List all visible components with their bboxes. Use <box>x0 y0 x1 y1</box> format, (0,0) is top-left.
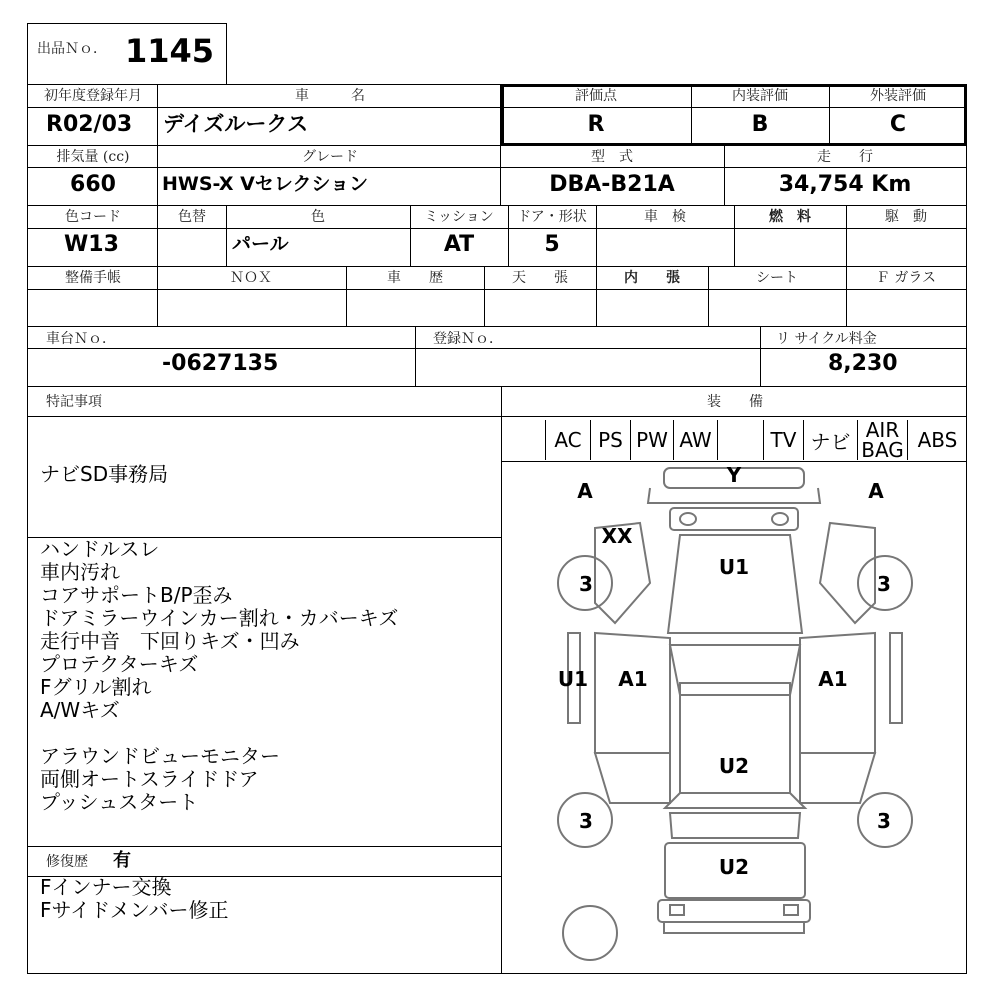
lot-number: 1145 <box>125 32 215 70</box>
color-code-value: W13 <box>64 232 119 257</box>
reg-label: 初年度登録年月 <box>44 88 142 104</box>
fglass-label: Ｆ ガラス <box>875 270 937 286</box>
equip-airbag-line1: AIR <box>865 418 900 442</box>
chassis-label: 車台Ｎｏ． <box>46 331 116 347</box>
equip-ac: AC <box>545 420 590 460</box>
trim-label: グレード <box>302 149 358 165</box>
fuel-label: 燃 料 <box>769 209 811 225</box>
repair-list <box>40 876 229 922</box>
remarks-list <box>40 538 398 814</box>
drive-label: 駆 動 <box>885 209 927 225</box>
equip-airbag <box>857 420 907 460</box>
remarks-line: プロテクターキズ <box>40 652 199 676</box>
equip-ps: PS <box>590 420 630 460</box>
displacement-label: 排気量 (cc) <box>56 149 130 165</box>
mileage-value: 34,754 Km <box>778 172 912 197</box>
color-change-label: 色替 <box>178 209 206 225</box>
recycle-label: リ サイクル料金 <box>776 331 877 347</box>
equip-aw: AW <box>673 420 717 460</box>
reg-value: R02/03 <box>46 112 133 137</box>
rule <box>500 145 501 205</box>
rule <box>484 266 485 326</box>
remarks-line <box>40 722 398 745</box>
equip-pw: PW <box>630 420 673 460</box>
rule <box>596 266 597 326</box>
rule <box>27 416 967 417</box>
repair-line: Fインナー交換 <box>40 875 172 899</box>
model-label: 型 式 <box>591 149 633 165</box>
remarks-line: アラウンドビューモニター <box>40 744 280 768</box>
rule <box>27 326 967 327</box>
remarks-line: 両側オートスライドドア <box>40 767 259 791</box>
damage-rear: U2 <box>718 855 750 879</box>
equip-blank <box>717 420 763 460</box>
remarks-line: ハンドルスレ <box>40 537 160 561</box>
repair-value: 有 <box>113 850 131 871</box>
equip-navi: ナビ <box>803 420 857 460</box>
car-diagram <box>540 463 930 968</box>
color-code-label: 色コード <box>65 209 121 225</box>
remarks-line: プッシュスタート <box>40 790 199 814</box>
history-label: 車 歴 <box>387 270 443 286</box>
damage-tire-fl: 3 <box>579 572 593 596</box>
rule <box>157 266 158 326</box>
color-value: パール <box>232 233 289 255</box>
rule <box>501 386 502 974</box>
name-label: 車 名 <box>295 88 365 104</box>
repair-label: 修復歴 <box>46 854 88 870</box>
name-value: デイズルークス <box>163 112 309 136</box>
damage-tire-rr: 3 <box>877 809 891 833</box>
mission-label: ミッション <box>424 209 494 225</box>
damage-front-left: A <box>577 479 593 503</box>
nox-label: ＮＯＸ <box>230 270 272 286</box>
rule <box>27 228 967 229</box>
damage-left-side: U1 <box>557 667 589 691</box>
remarks-line: 走行中音 下回りキズ・凹み <box>40 629 300 653</box>
equip-abs: ABS <box>907 420 967 460</box>
maintenance-label: 整備手帳 <box>65 270 121 286</box>
recycle-value: 8,230 <box>828 351 898 376</box>
interior-value: B <box>751 112 769 137</box>
roof-label: 天 張 <box>512 270 568 286</box>
displacement-value: 660 <box>70 172 116 197</box>
rule <box>346 266 347 326</box>
rule <box>27 289 967 290</box>
chassis-value: -0627135 <box>162 351 279 376</box>
rule <box>27 348 967 349</box>
rule <box>226 205 227 266</box>
rule <box>27 386 967 387</box>
damage-left-fender: A1 <box>618 667 648 691</box>
damage-tire-fr: 3 <box>877 572 891 596</box>
rule <box>724 145 725 205</box>
rule <box>708 266 709 326</box>
rule <box>846 266 847 326</box>
rule <box>410 205 411 266</box>
rule <box>157 84 158 145</box>
inspection-label: 車 検 <box>644 209 686 225</box>
equipment-label: 装 備 <box>707 394 763 410</box>
rule <box>760 326 761 386</box>
rule <box>596 205 597 266</box>
remarks-label: 特記事項 <box>46 394 102 410</box>
damage-front-glass: Y <box>726 463 742 487</box>
rule <box>27 846 502 847</box>
damage-tire-rl: 3 <box>579 809 593 833</box>
repair-line: Fサイドメンバー修正 <box>40 898 229 922</box>
grade-label: 評価点 <box>575 88 617 104</box>
damage-roof: U2 <box>718 754 750 778</box>
rule <box>415 326 416 386</box>
color-label: 色 <box>311 209 325 225</box>
regno-label: 登録Ｎｏ． <box>433 331 503 347</box>
exterior-value: C <box>889 112 907 137</box>
rule <box>508 205 509 266</box>
damage-front-right: A <box>868 479 884 503</box>
lot-label: 出品Ｎｏ． <box>37 41 107 57</box>
mileage-label: 走 行 <box>817 149 873 165</box>
equip-tv: TV <box>763 420 803 460</box>
mission-value: AT <box>443 232 475 257</box>
rule <box>846 205 847 266</box>
rule <box>27 205 967 206</box>
remarks-line: Fグリル割れ <box>40 675 152 699</box>
rule <box>27 167 967 168</box>
rule <box>157 145 158 205</box>
seat-label: シート <box>756 270 798 286</box>
rule <box>157 205 158 266</box>
exterior-label: 外装評価 <box>870 88 926 104</box>
rule <box>27 266 967 267</box>
trim-value: HWS-X Vセレクション <box>162 173 369 195</box>
damage-right-fender: A1 <box>818 667 848 691</box>
door-label: ドア・形状 <box>517 209 587 225</box>
model-value: DBA-B21A <box>549 172 675 197</box>
interior-label: 内装評価 <box>732 88 788 104</box>
remarks-line: ドアミラーウインカー割れ・カバーキズ <box>40 606 399 630</box>
equip-airbag-line2: BAG <box>861 438 904 462</box>
interior-trim-label: 内 張 <box>624 270 680 286</box>
damage-bumper-area: XX <box>601 524 633 548</box>
remarks-top-note: ナビSD事務局 <box>40 462 169 486</box>
grade-value: R <box>587 112 605 137</box>
remarks-line: 車内汚れ <box>40 560 120 584</box>
remarks-line: A/Wキズ <box>40 698 120 722</box>
rule <box>734 205 735 266</box>
remarks-line: コアサポートB/P歪み <box>40 583 233 607</box>
door-value: 5 <box>544 232 560 257</box>
damage-hood: U1 <box>718 555 750 579</box>
